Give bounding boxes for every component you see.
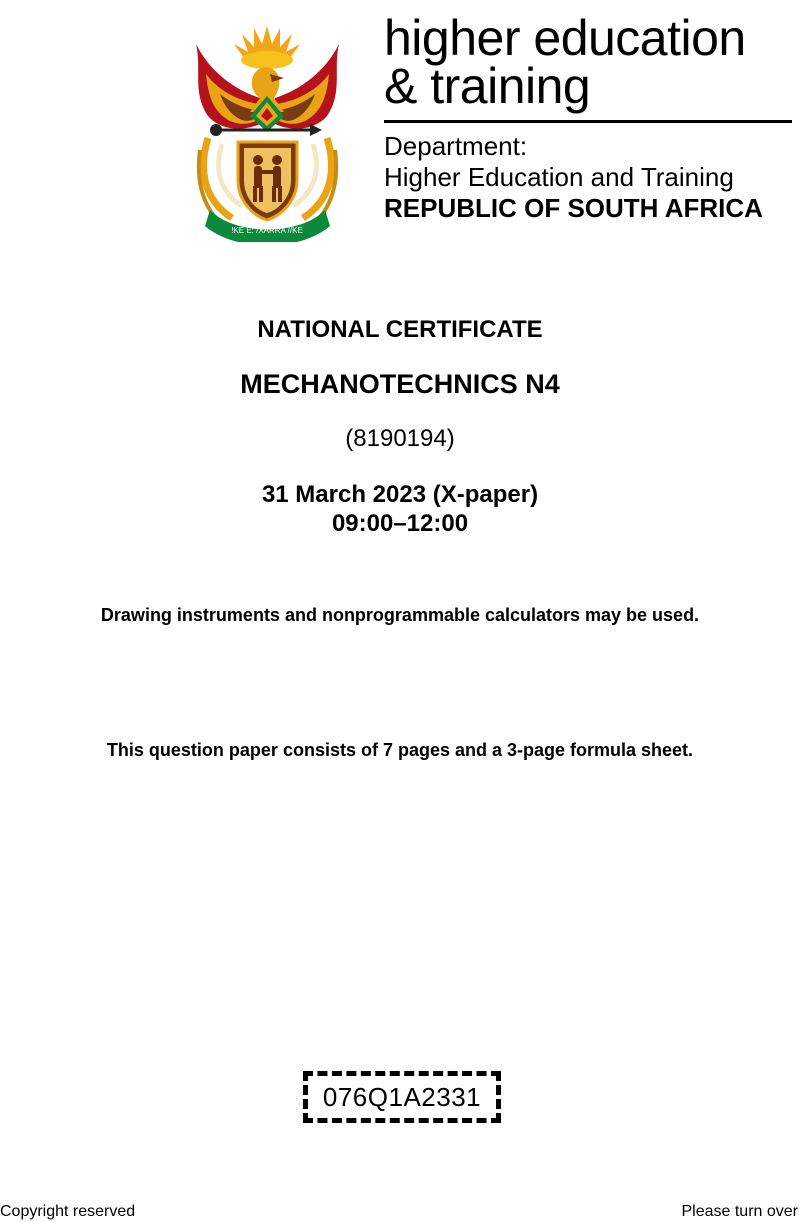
department-label: Department: [384, 131, 528, 161]
sun-icon [234, 26, 300, 69]
department-branding [384, 10, 794, 224]
paper-code-box: 076Q1A2331 [303, 1071, 501, 1123]
brand-line-2: & training [384, 58, 591, 114]
instructions-note: Drawing instruments and nonprogrammable calculators may be used. [100, 605, 700, 625]
page-count-note: This question paper consists of 7 pages and a 3-page formula sheet. [106, 740, 694, 760]
coat-of-arms-icon [180, 20, 355, 242]
subject-title: MECHANOTECHNICS N4 [240, 369, 560, 399]
department-name: Higher Education and Training [384, 162, 734, 192]
exam-time: 09:00–12:00 [331, 510, 469, 537]
footer-copyright: Copyright reserved [0, 1203, 136, 1220]
crest-motto: !KE E: /XARRA //KE [231, 226, 303, 235]
certificate-title: NATIONAL CERTIFICATE [257, 316, 543, 343]
brand-divider [384, 120, 792, 123]
department-country: REPUBLIC OF SOUTH AFRICA [384, 193, 763, 223]
footer-turn-over: Please turn over [681, 1203, 798, 1220]
brand-line-1: higher education [384, 10, 746, 66]
exam-date: 31 March 2023 (X-paper) [261, 481, 539, 508]
subject-code: (8190194) [345, 425, 455, 452]
